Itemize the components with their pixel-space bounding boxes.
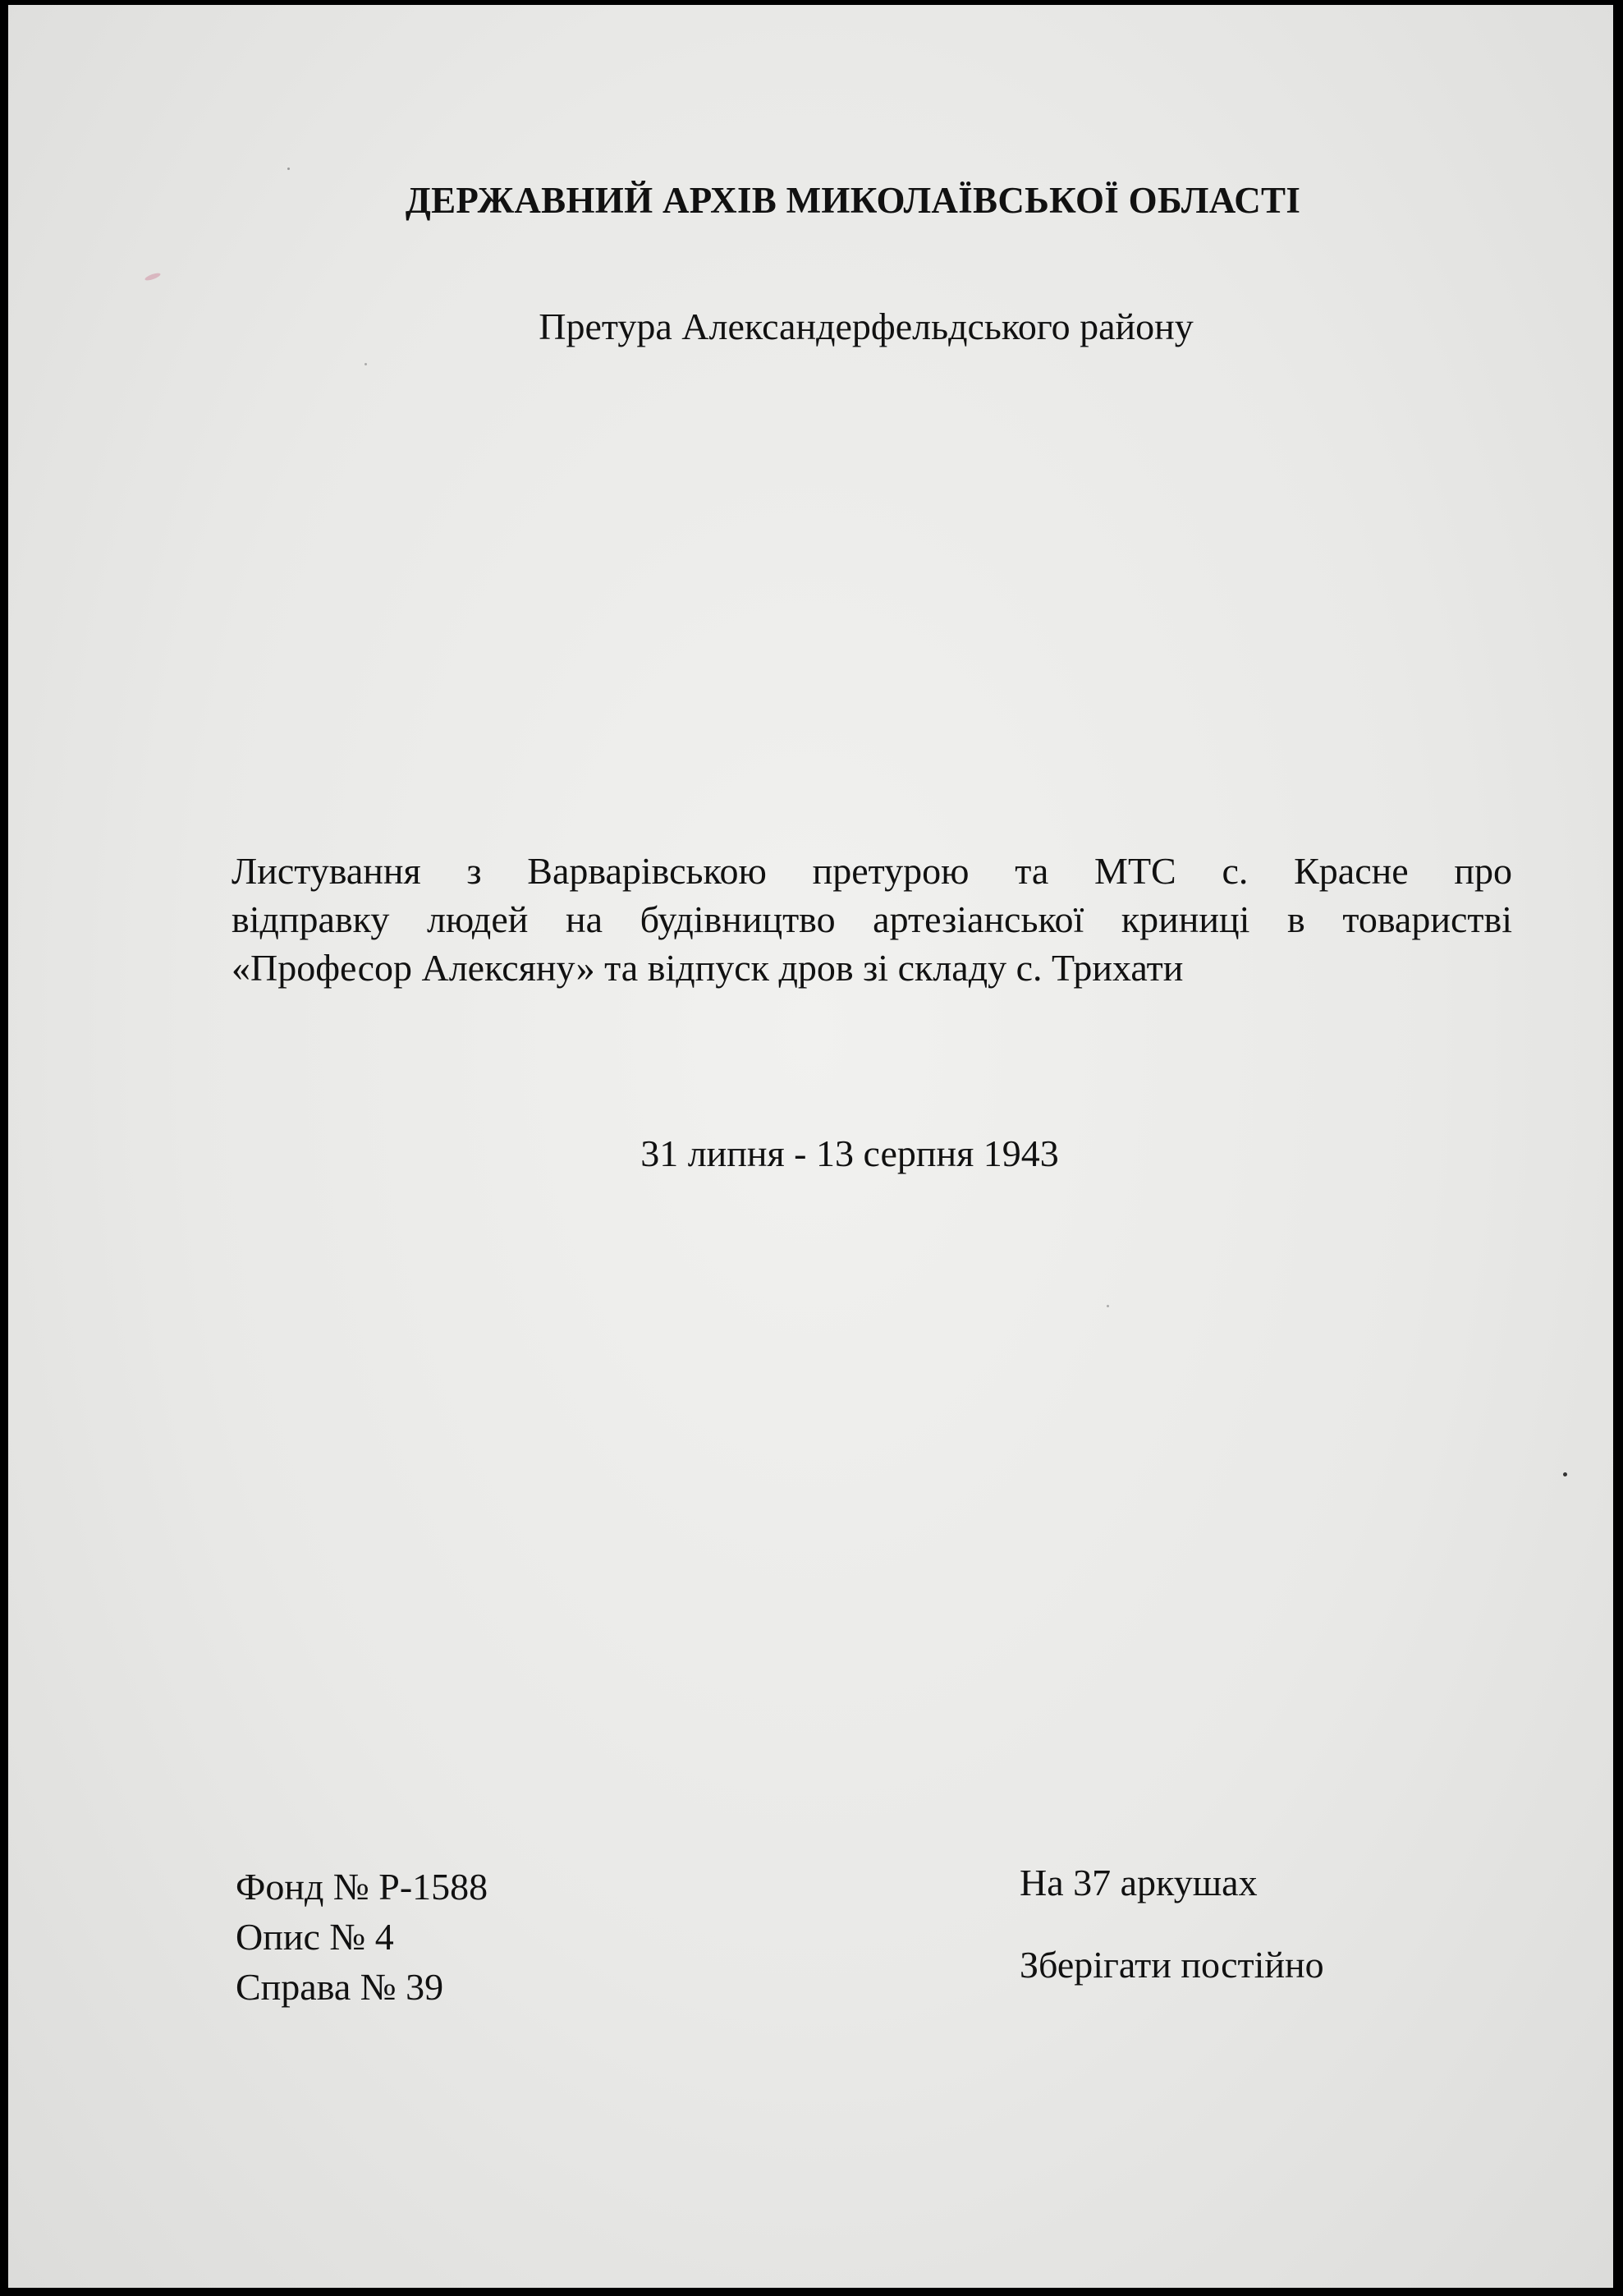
paper-speck bbox=[1107, 1305, 1109, 1307]
paper-speck bbox=[144, 272, 162, 282]
paper-speck bbox=[1563, 1472, 1567, 1476]
sheets-count: На 37 аркушах bbox=[1020, 1862, 1258, 1903]
date-range: 31 липня - 13 серпня 1943 bbox=[640, 1132, 1059, 1174]
paper-speck bbox=[287, 168, 290, 170]
case-title-line-3: «Професор Алексяну» та відпуск дров зі складу с. Трихати bbox=[232, 947, 1184, 989]
retention-note: Зберігати постійно bbox=[1020, 1944, 1324, 1986]
case-title-line-1: Листування з Варварівською претурою та МТС с. Красне про bbox=[232, 850, 1512, 892]
archive-name-heading: ДЕРЖАВНИЙ АРХІВ МИКОЛАЇВСЬКОЇ ОБЛАСТІ bbox=[405, 180, 1301, 221]
fund-number: Фонд № Р-1588 bbox=[236, 1866, 488, 1908]
paper-speck bbox=[364, 363, 367, 365]
case-title-line-2: відправку людей на будівництво артезіанської криниці в товаристві bbox=[232, 898, 1512, 940]
fund-creator-name: Претура Александерфельдського району bbox=[539, 305, 1194, 347]
case-title bbox=[232, 847, 1512, 992]
document-page bbox=[8, 5, 1613, 2288]
inventory-number: Опис № 4 bbox=[236, 1916, 394, 1958]
file-number: Справа № 39 bbox=[236, 1966, 444, 2008]
archive-reference-block bbox=[236, 1862, 488, 2012]
